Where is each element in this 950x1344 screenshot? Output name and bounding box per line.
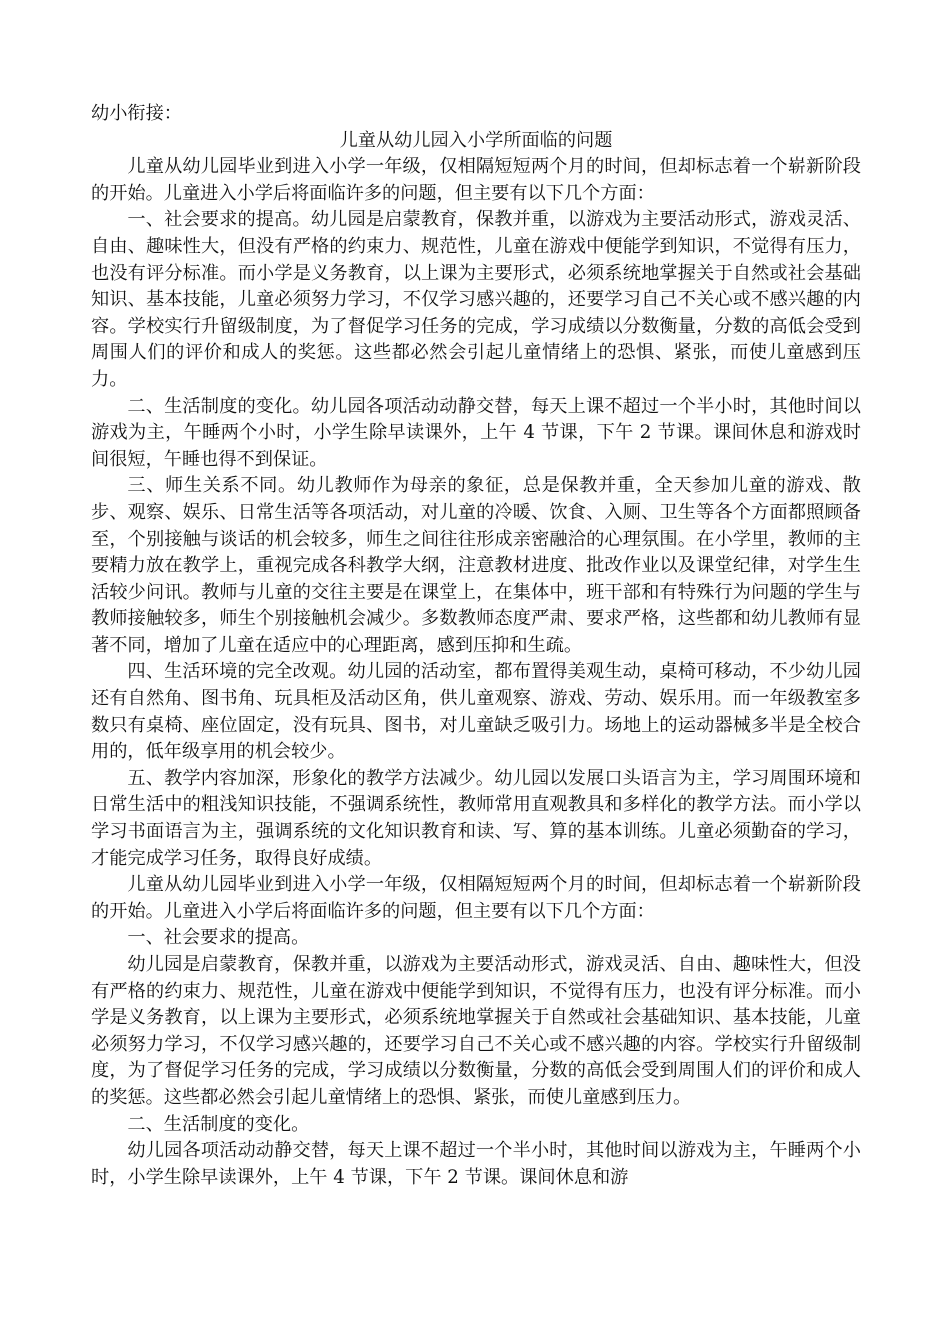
document-title: 儿童从幼儿园入小学所面临的问题 [339,129,613,151]
document-page [91,101,861,1191]
social-requirements-paragraph: 一、社会要求的提高。幼儿园是启蒙教育，保教并重，以游戏为主要活动形式，游戏灵活、自由、趣味性大，但没有严格的约束力、规范性，儿童在游戏中便能学到知识，不觉得有压力，也没有评分标准。而小学是义务教育，以上课为主要形式，必须系统地掌握关于自然或社会基础知识、基本技能，儿童必须努力学习，不仅学习感兴趣的，还要学习自己不关心或不感兴趣的内容。学校实行升留级制度，为了督促学习任务的完成，学习成绩以分数衡量，分数的高低会受到周围人们的评价和成人的奖惩。这些都必然会引起儿童情绪上的恐惧、紧张，而使儿童感到压力。 [91,209,861,390]
teacher-student-paragraph: 三、师生关系不同。幼儿教师作为母亲的象征，总是保教并重，全天参加儿童的游戏、散步、观察、娱乐、日常生活等各项活动，对儿童的冷暖、饮食、入厕、卫生等各个方面都照顾备至，个别接触与谈话的机会较多，师生之间往往形成亲密融洽的心理氛围。在小学里，教师的主要精力放在教学上，重视完成各科教学大纲，注意教材进度、批改作业以及课堂纪律，对学生生活较少问讯。教师与儿童的交往主要是在课堂上，在集体中，班干部和有特殊行为问题的学生与教师接触较多，师生个别接触机会减少。多数教师态度严肃、要求严格，这些都和幼儿教师有显著不同，增加了儿童在适应中的心理距离，感到压抑和生疏。 [91,475,861,656]
intro-repeat-paragraph: 儿童从幼儿园毕业到进入小学一年级，仅相隔短短两个月的时间，但却标志着一个崭新阶段的开始。儿童进入小学后将面临许多的问题，但主要有以下几个方面： [91,874,861,922]
teaching-content-paragraph: 五、教学内容加深，形象化的教学方法减少。幼儿园以发展口头语言为主，学习周围环境和日常生活中的粗浅知识技能，不强调系统性，教师常用直观教具和多样化的教学方法。而小学以学习书面语言为主，强调系统的文化知识教育和读、写、算的基本训练。儿童必须勤奋的学习，才能完成学习任务，取得良好成绩。 [91,767,861,869]
social-requirements-detail-paragraph: 幼儿园是启蒙教育，保教并重，以游戏为主要活动形式，游戏灵活、自由、趣味性大，但没有严格的约束力、规范性，儿童在游戏中便能学到知识，不觉得有压力，也没有评分标准。而小学是义务教育，以上课为主要形式，必须系统地掌握关于自然或社会基础知识、基本技能，儿童必须努力学习，不仅学习感兴趣的，还要学习自己不关心或不感兴趣的内容。学校实行升留级制度，为了督促学习任务的完成，学习成绩以分数衡量，分数的高低会受到周围人们的评价和成人的奖惩。这些都必然会引起儿童情绪上的恐惧、紧张，而使儿童感到压力。 [91,954,861,1108]
intro-paragraph: 儿童从幼儿园毕业到进入小学一年级，仅相隔短短两个月的时间，但却标志着一个崭新阶段的开始。儿童进入小学后将面临许多的问题，但主要有以下几个方面： [91,156,861,204]
subheading-social-requirements: 一、社会要求的提高。 [127,927,310,949]
subheading-life-schedule: 二、生活制度的变化。 [127,1113,310,1135]
life-schedule-detail-paragraph: 幼儿园各项活动动静交替，每天上课不超过一个半小时，其他时间以游戏为主，午睡两个小时，小学生除早读课外，上午 4 节课，下午 2 节课。课间休息和游 [91,1140,861,1188]
document-heading: 幼小衔接： [91,103,182,124]
environment-paragraph: 四、生活环境的完全改观。幼儿园的活动室，都布置得美观生动，桌椅可移动，不少幼儿园还有自然角、图书角、玩具柜及活动区角，供儿童观察、游戏、劳动、娱乐用。而一年级教室多数只有桌椅、座位固定，没有玩具、图书，对儿童缺乏吸引力。场地上的运动器械多半是全校合用的，低年级享用的机会较少。 [91,661,861,763]
life-schedule-paragraph: 二、生活制度的变化。幼儿园各项活动动静交替，每天上课不超过一个半小时，其他时间以游戏为主，午睡两个小时，小学生除早读课外，上午 4 节课，下午 2 节课。课间休息和游戏时间很短，午睡也得不到保证。 [91,395,861,470]
